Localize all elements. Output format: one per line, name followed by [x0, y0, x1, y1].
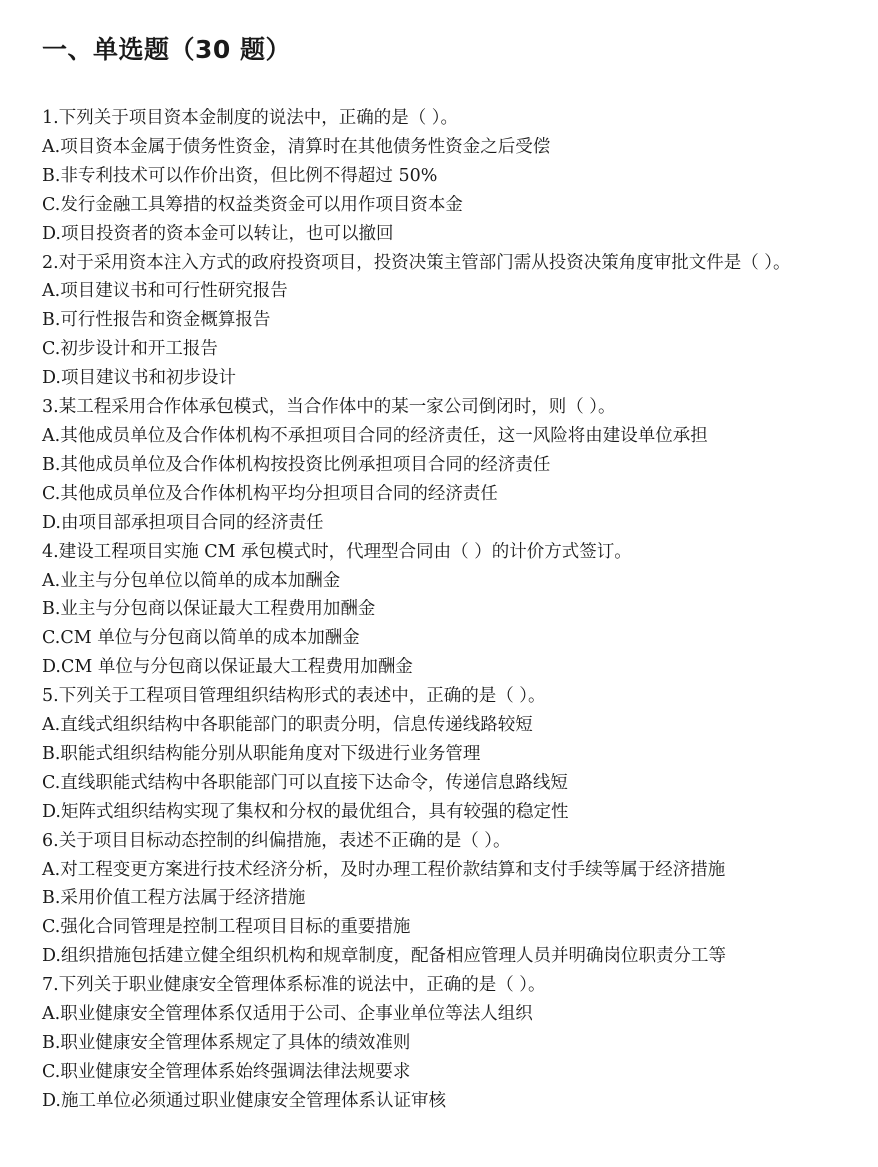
option-d: D.项目投资者的资本金可以转让，也可以撤回	[42, 223, 394, 244]
question-stem: 3.某工程采用合作体承包模式，当合作体中的某一家公司倒闭时，则（ ）。	[42, 397, 616, 418]
option-d: D.项目建议书和初步设计	[42, 368, 236, 389]
option-a: A.对工程变更方案进行技术经济分析，及时办理工程价款结算和支付手续等属于经济措施	[42, 859, 726, 880]
option-b: B.采用价值工程方法属于经济措施	[42, 888, 306, 909]
option-c: C.强化合同管理是控制工程项目目标的重要措施	[42, 917, 411, 938]
option-b: B.可行性报告和资金概算报告	[42, 310, 271, 331]
section-title: 一、单选题（30 题）	[42, 35, 291, 64]
option-b: B.非专利技术可以作价出资，但比例不得超过 50%	[42, 165, 438, 186]
question-6	[42, 827, 842, 972]
option-a: A.直线式组织结构中各职能部门的职责分明，信息传递线路较短	[42, 715, 533, 736]
option-a: A.项目资本金属于债务性资金，清算时在其他债务性资金之后受偿	[42, 136, 551, 157]
question-stem: 2.对于采用资本注入方式的政府投资项目，投资决策主管部门需从投资决策角度审批文件是（ ）。	[42, 252, 791, 273]
option-b: B.其他成员单位及合作体机构按投资比例承担项目合同的经济责任	[42, 454, 551, 475]
option-a: A.其他成员单位及合作体机构不承担项目合同的经济责任，这一风险将由建设单位承担	[42, 425, 708, 446]
question-stem: 5.下列关于工程项目管理组织结构形式的表述中，正确的是（ ）。	[42, 686, 546, 707]
question-stem: 1.下列关于项目资本金制度的说法中，正确的是（ ）。	[42, 108, 459, 128]
question-1	[42, 104, 842, 249]
option-d: D.由项目部承担项目合同的经济责任	[42, 512, 324, 533]
question-list	[42, 104, 842, 1116]
option-c: C.发行金融工具筹措的权益类资金可以用作项目资本金	[42, 194, 463, 215]
option-a: A.业主与分包单位以简单的成本加酬金	[42, 570, 341, 591]
option-c: C.直线职能式结构中各职能部门可以直接下达命令，传递信息路线短	[42, 772, 568, 793]
question-2	[42, 249, 842, 394]
question-stem: 7.下列关于职业健康安全管理体系标准的说法中，正确的是（ ）。	[42, 975, 546, 996]
option-a: A.项目建议书和可行性研究报告	[42, 281, 288, 302]
option-b: B.职能式组织结构能分别从职能角度对下级进行业务管理	[42, 743, 481, 764]
option-b: B.业主与分包商以保证最大工程费用加酬金	[42, 599, 376, 620]
option-c: C.CM 单位与分包商以简单的成本加酬金	[42, 628, 360, 649]
option-d: D.CM 单位与分包商以保证最大工程费用加酬金	[42, 657, 413, 678]
option-a: A.职业健康安全管理体系仅适用于公司、企事业单位等法人组织	[42, 1004, 533, 1025]
option-d: D.施工单位必须通过职业健康安全管理体系认证审核	[42, 1090, 446, 1111]
option-b: B.职业健康安全管理体系规定了具体的绩效准则	[42, 1033, 411, 1053]
option-d: D.矩阵式组织结构实现了集权和分权的最优组合，具有较强的稳定性	[42, 801, 569, 822]
question-stem: 6.关于项目目标动态控制的纠偏措施，表述不正确的是（ ）。	[42, 830, 511, 851]
option-c: C.职业健康安全管理体系始终强调法律法规要求	[42, 1061, 411, 1082]
option-c: C.初步设计和开工报告	[42, 339, 218, 360]
option-c: C.其他成员单位及合作体机构平均分担项目合同的经济责任	[42, 483, 498, 504]
question-5	[42, 682, 842, 827]
question-3	[42, 393, 842, 538]
option-d: D.组织措施包括建立健全组织机构和规章制度，配备相应管理人员并明确岗位职责分工等	[42, 946, 726, 967]
question-7	[42, 971, 842, 1116]
question-stem: 4.建设工程项目实施 CM 承包模式时，代理型合同由（ ）的计价方式签订。	[42, 541, 632, 562]
question-4	[42, 538, 842, 683]
